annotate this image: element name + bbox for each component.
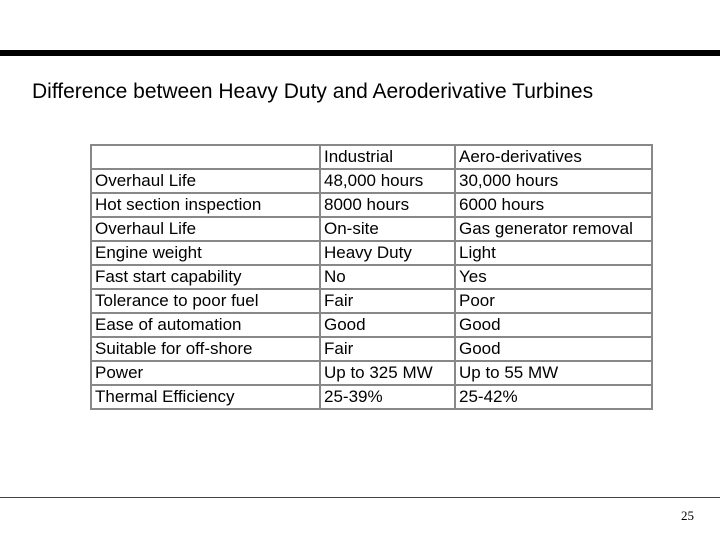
table-row (91, 313, 652, 337)
aero-value: 30,000 hours (455, 169, 652, 193)
aero-value: 25-42% (455, 385, 652, 409)
slide-title: Difference between Heavy Duty and Aeroderivative Turbines (32, 80, 594, 103)
industrial-value: No (320, 265, 455, 289)
table-header-row (91, 145, 652, 169)
row-label: Overhaul Life (91, 169, 320, 193)
table-row (91, 265, 652, 289)
row-label: Fast start capability (91, 265, 320, 289)
page-number: 25 (681, 508, 694, 523)
row-label: Power (91, 361, 320, 385)
row-label: Thermal Efficiency (91, 385, 320, 409)
table-row (91, 337, 652, 361)
row-label: Suitable for off-shore (91, 337, 320, 361)
industrial-value: 48,000 hours (320, 169, 455, 193)
table-row (91, 217, 652, 241)
row-label: Tolerance to poor fuel (91, 289, 320, 313)
industrial-value: Fair (320, 337, 455, 361)
aero-value: Yes (455, 265, 652, 289)
header-cell-blank (91, 145, 320, 169)
row-label: Hot section inspection (91, 193, 320, 217)
table-row (91, 241, 652, 265)
industrial-value: 8000 hours (320, 193, 455, 217)
industrial-value: Good (320, 313, 455, 337)
table-row (91, 385, 652, 409)
industrial-value: On-site (320, 217, 455, 241)
header-cell-industrial: Industrial (320, 145, 455, 169)
aero-value: Good (455, 337, 652, 361)
bottom-divider (0, 497, 720, 498)
industrial-value: Fair (320, 289, 455, 313)
aero-value: Poor (455, 289, 652, 313)
industrial-value: 25-39% (320, 385, 455, 409)
table-row (91, 289, 652, 313)
table-row (91, 193, 652, 217)
aero-value: Up to 55 MW (455, 361, 652, 385)
industrial-value: Up to 325 MW (320, 361, 455, 385)
table-row (91, 169, 652, 193)
aero-value: Light (455, 241, 652, 265)
aero-value: Good (455, 313, 652, 337)
row-label: Engine weight (91, 241, 320, 265)
row-label: Overhaul Life (91, 217, 320, 241)
row-label: Ease of automation (91, 313, 320, 337)
aero-value: Gas generator removal (455, 217, 652, 241)
aero-value: 6000 hours (455, 193, 652, 217)
comparison-table (90, 144, 653, 410)
top-divider (0, 50, 720, 56)
table-row (91, 361, 652, 385)
header-cell-aero: Aero-derivatives (455, 145, 652, 169)
industrial-value: Heavy Duty (320, 241, 455, 265)
